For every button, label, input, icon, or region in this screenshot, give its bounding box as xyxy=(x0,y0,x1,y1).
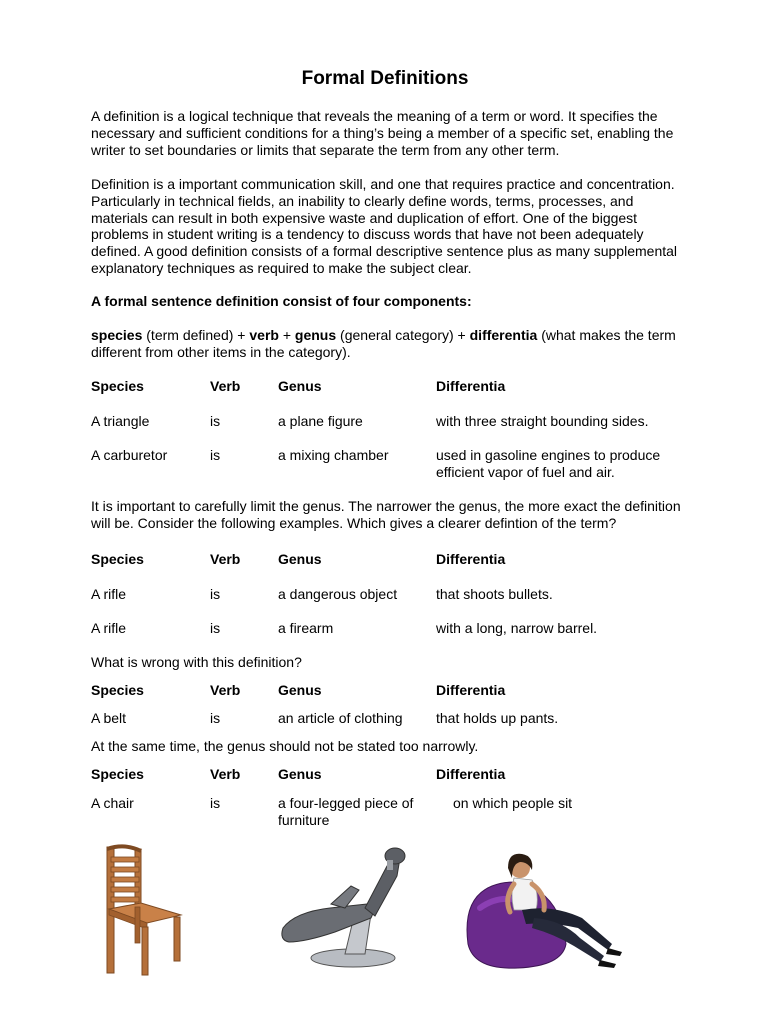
cell-species: A belt xyxy=(91,710,127,726)
header-species: Species xyxy=(91,682,144,698)
cell-genus: a firearm xyxy=(278,620,334,636)
cell-differentia: that shoots bullets. xyxy=(436,586,553,602)
page-title: Formal Definitions xyxy=(301,68,469,89)
cell-verb: is xyxy=(210,795,221,811)
header-verb: Verb xyxy=(210,682,241,698)
cell-species: A rifle xyxy=(91,620,127,636)
cell-verb: is xyxy=(210,710,221,726)
intro-paragraph-1: A definition is a logical technique that reveals the meaning of a term or word. It specifies the necessary and sufficient conditions for a thing’s being a member of a specific set, enabling the writer to set boundaries or limits that separate the term from any other term. xyxy=(91,108,674,158)
header-differentia: Differentia xyxy=(436,378,506,394)
cell-verb: is xyxy=(210,413,221,429)
wooden-chair-image xyxy=(95,843,190,978)
formula-genus: genus xyxy=(294,327,337,343)
formula-differentia-note: (what makes the term different from other items in the category). xyxy=(91,327,676,360)
header-species: Species xyxy=(91,378,144,394)
dental-chair-image xyxy=(275,842,415,970)
formula-genus-note: (general category) + xyxy=(336,327,470,343)
narrow-genus-paragraph: At the same time, the genus should not be stated too narrowly. xyxy=(91,738,479,754)
header-verb: Verb xyxy=(210,766,241,782)
header-genus: Genus xyxy=(278,766,322,782)
components-heading: A formal sentence definition consist of four components: xyxy=(91,293,472,309)
cell-genus: a four-legged piece of furniture xyxy=(278,795,414,828)
cell-species: A carburetor xyxy=(91,447,168,463)
cell-differentia: with a long, narrow barrel. xyxy=(436,620,598,636)
cell-differentia: on which people sit xyxy=(453,795,573,811)
limit-genus-paragraph: It is important to carefully limit the genus. The narrower the genus, the more exact the definition will be. Consider the following examples. Which gives a clearer defintion of the term? xyxy=(91,498,681,531)
formula-differentia: differentia xyxy=(469,327,538,343)
cell-species: A chair xyxy=(91,795,134,811)
header-verb: Verb xyxy=(210,378,241,394)
cell-differentia: that holds up pants. xyxy=(436,710,559,726)
cell-genus: a mixing chamber xyxy=(278,447,389,463)
header-verb: Verb xyxy=(210,551,241,567)
question-text: What is wrong with this definition? xyxy=(91,654,302,670)
header-genus: Genus xyxy=(278,551,322,567)
cell-verb: is xyxy=(210,620,221,636)
cell-genus: an article of clothing xyxy=(278,710,403,726)
cell-genus: a dangerous object xyxy=(278,586,398,602)
beanbag-chair-image xyxy=(462,848,632,978)
cell-verb: is xyxy=(210,447,221,463)
formula-species-note: (term defined) + xyxy=(142,327,250,343)
cell-verb: is xyxy=(210,586,221,602)
header-differentia: Differentia xyxy=(436,766,506,782)
header-species: Species xyxy=(91,766,144,782)
formula-paragraph xyxy=(91,327,691,361)
cell-differentia: with three straight bounding sides. xyxy=(436,413,649,429)
header-differentia: Differentia xyxy=(436,551,506,567)
cell-genus: a plane figure xyxy=(278,413,363,429)
cell-species: A rifle xyxy=(91,586,127,602)
intro-paragraph-2: Definition is a important communication skill, and one that requires practice and concentration. Particularly in technical fields, an inability to clearly define words, terms, processes, and materials can result in both expensive waste and duplication of effort. One of the biggest problems in student writing is a tendency to discuss words that have not been adequately defined. A good definition consists of a formal descriptive sentence plus as many supplemental explanatory techniques as required to make the subject clear. xyxy=(91,176,678,276)
cell-species: A triangle xyxy=(91,413,150,429)
header-genus: Genus xyxy=(278,682,322,698)
cell-differentia: used in gasoline engines to produce efficient vapor of fuel and air. xyxy=(436,447,661,480)
header-genus: Genus xyxy=(278,378,322,394)
header-species: Species xyxy=(91,551,144,567)
header-differentia: Differentia xyxy=(436,682,506,698)
formula-plus: + xyxy=(278,327,295,343)
formula-species: species xyxy=(91,327,143,343)
formula-verb: verb xyxy=(249,327,279,343)
